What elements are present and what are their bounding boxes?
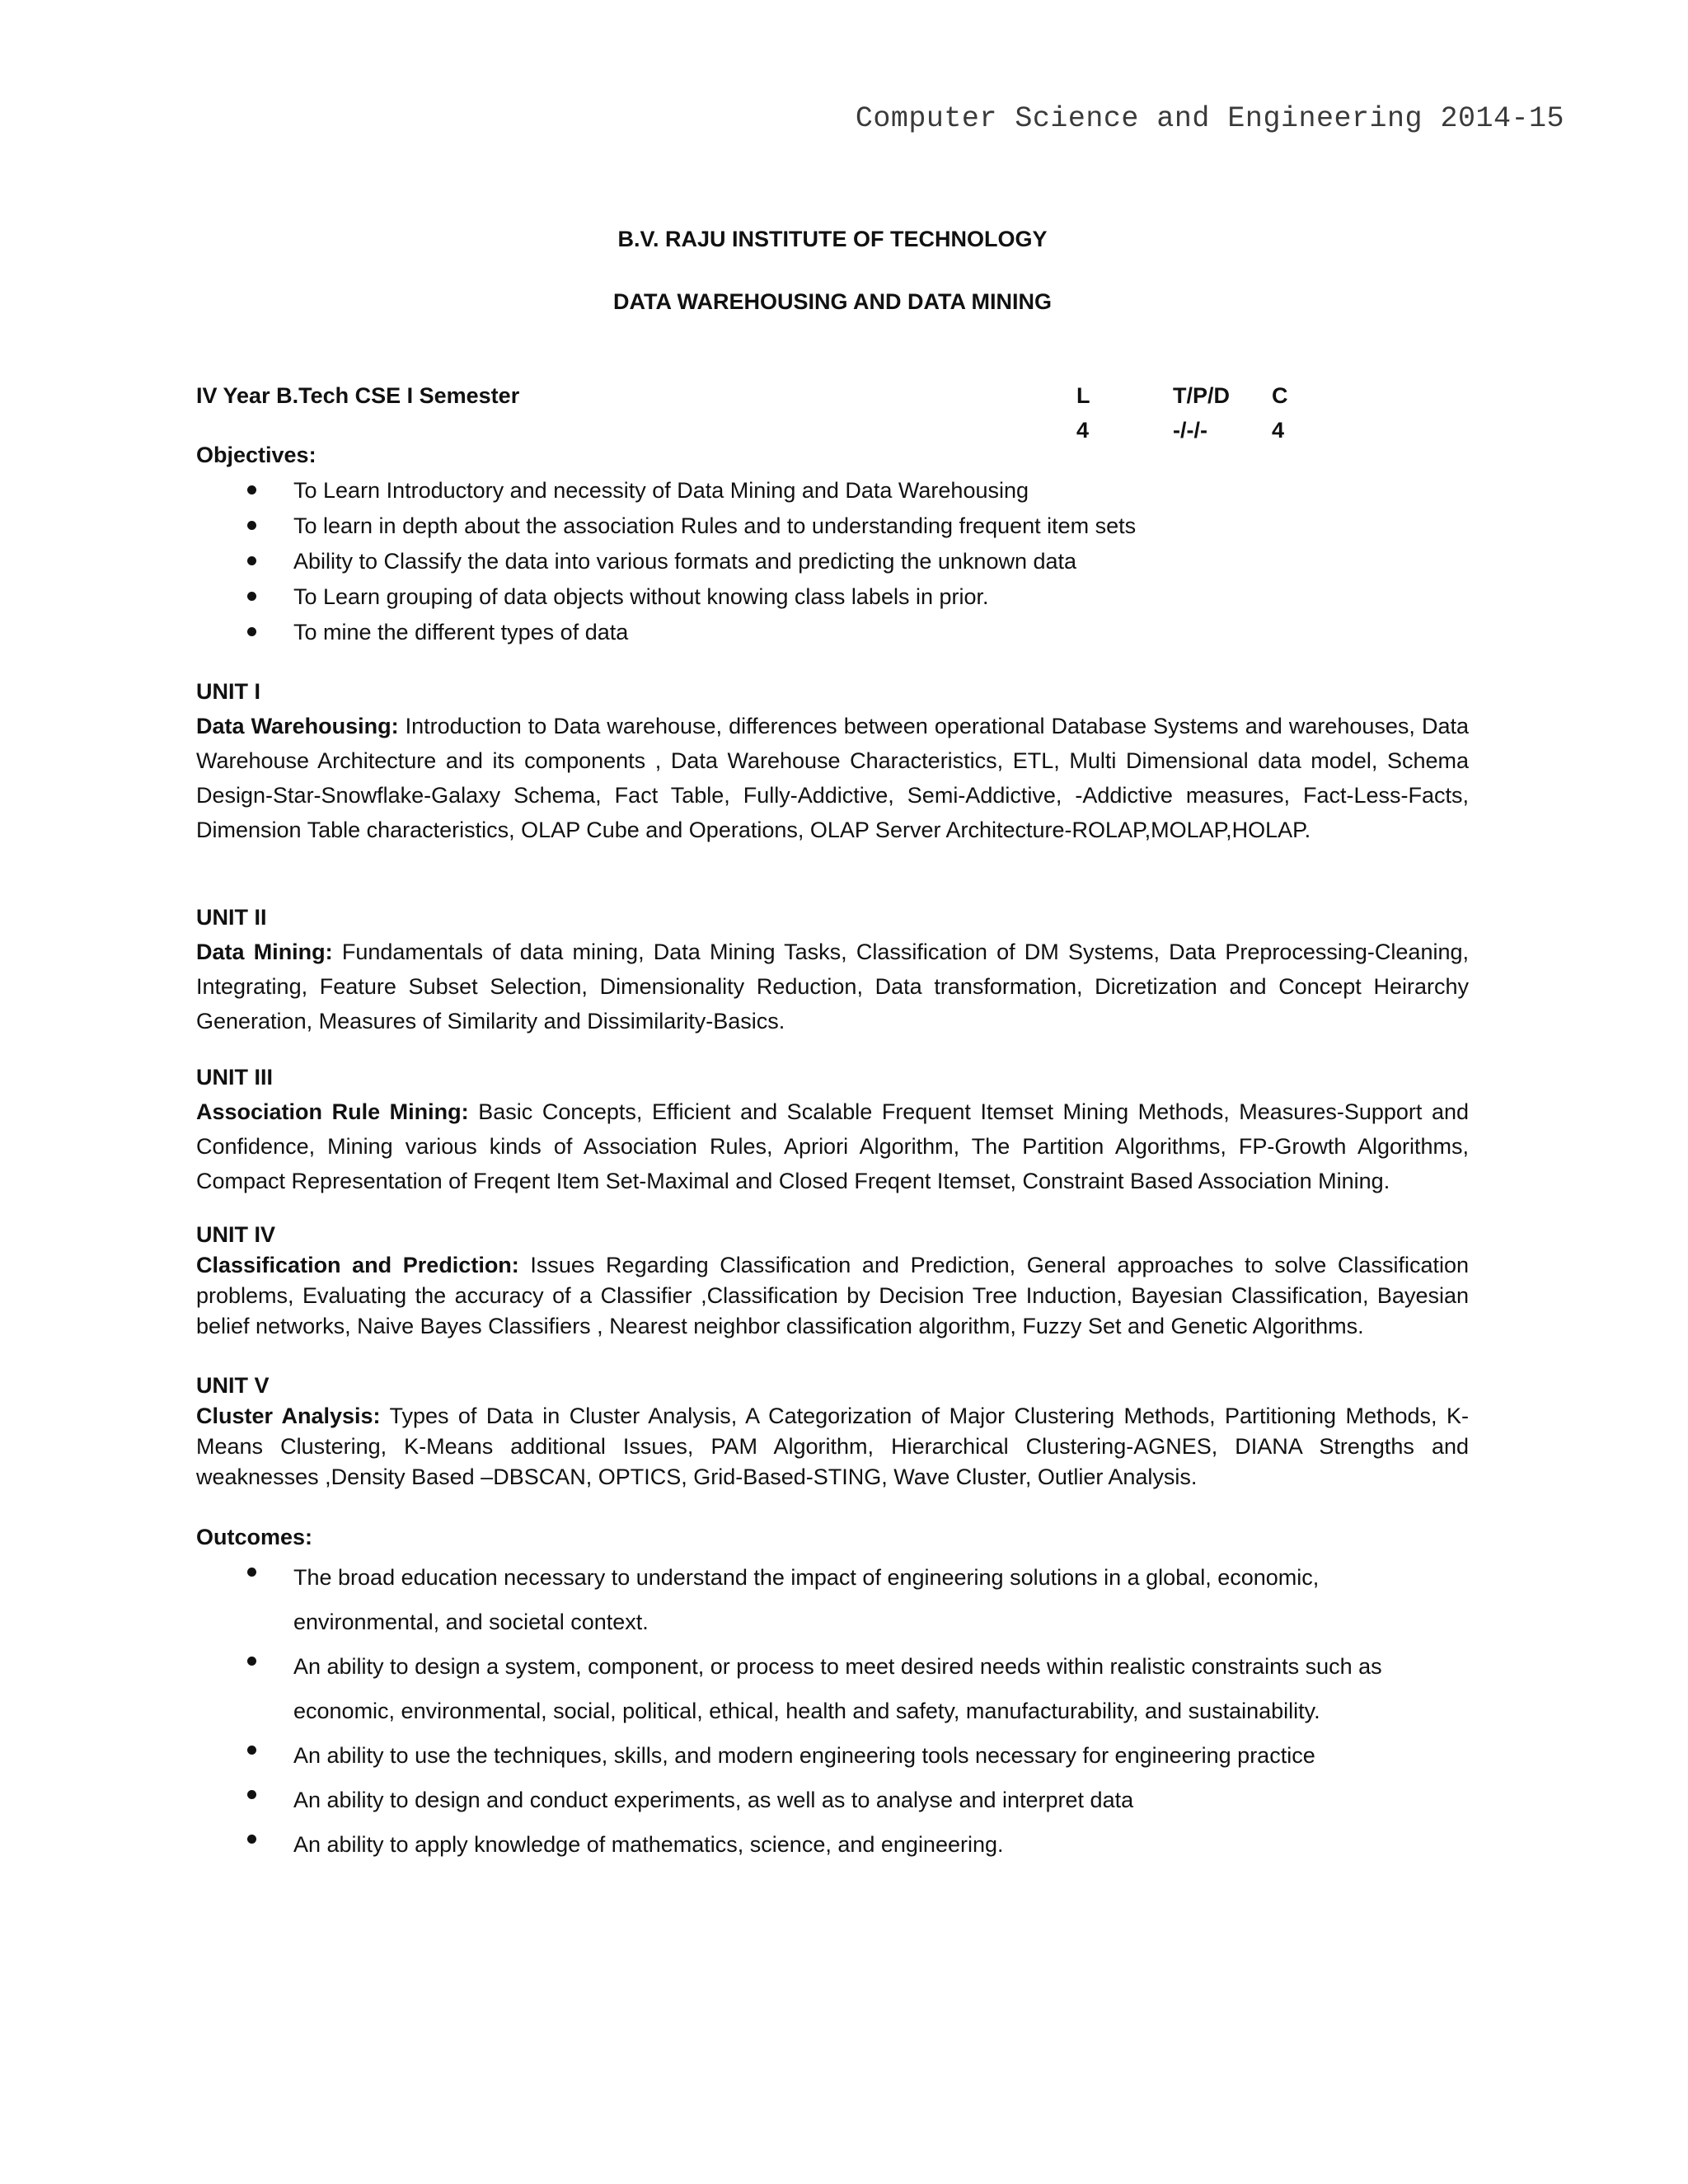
unit-section-3 [196,1060,1469,1198]
unit-section-4 [196,1220,1469,1342]
unit-section-1 [196,674,1469,847]
bullet-icon [247,485,256,494]
unit-text: Types of Data in Cluster Analysis, A Categorization of Major Clustering Methods, Partitioning Methods, K-Means Clustering, K-Means additional Issues, PAM Algorithm, Hierarchical Clustering-AGNES, DIANA Strengths and weaknesses ,Density Based –DBSCAN, OPTICS, Grid-Based-STING, Wave Cluster, Outlier Analysis. [196,1404,1469,1489]
course-title: DATA WAREHOUSING AND DATA MINING [613,289,1052,314]
list-item [196,473,1469,509]
unit-section-2 [196,900,1469,1038]
objectives-list [196,473,1469,650]
unit-label: UNIT V [196,1373,270,1398]
outcome-text: An ability to design and conduct experiments, as well as to analyse and interpret data [293,1787,1134,1812]
column-header: C [1272,383,1288,408]
unit-topic: Association Rule Mining: [196,1099,469,1124]
list-item [196,544,1469,579]
unit-label: UNIT I [196,679,260,704]
column-value: 4 [1272,417,1285,443]
unit-section-5 [196,1371,1469,1493]
list-item [196,579,1469,615]
list-item [196,1733,1469,1778]
unit-description [196,1094,1469,1198]
unit-description [196,935,1469,1038]
list-item [196,1555,1469,1644]
unit-topic: Data Warehousing: [196,714,399,738]
unit-text: Fundamentals of data mining, Data Mining Tasks, Classification of DM Systems, Data Preprocessing-Cleaning, Integrating, Feature Subset Selection, Dimensionality Reduction, Data transformation, Dicretization and Concept Heirarchy Generation, Measures of Similarity and Dissimilarity-Basics. [196,940,1469,1033]
unit-topic: Classification and Prediction: [196,1253,519,1277]
unit-text: Issues Regarding Classification and Prediction, General approaches to solve Classification problems, Evaluating the accuracy of a Classifier ,Classification by Decision Tree Induction, Bayesian Classification, Bayesian belief networks, Naive Bayes Classifiers , Nearest neighbor classification algorithm, Fuzzy Set and Genetic Algorithms. [196,1253,1469,1338]
objective-text: To Learn grouping of data objects without knowing class labels in prior. [293,583,989,609]
list-item [196,1822,1469,1867]
list-item [196,615,1469,650]
unit-label: UNIT III [196,1065,273,1090]
outcomes-heading: Outcomes: [196,1525,313,1549]
page-header-department: Computer Science and Engineering 2014-15 [855,102,1564,135]
bullet-icon [247,1835,256,1844]
outcome-text: An ability to use the techniques, skills, and modern engineering tools necessary for engineering practice [293,1742,1315,1768]
outcomes-list [196,1555,1469,1867]
column-header: T/P/D [1173,383,1231,408]
unit-text: Introduction to Data warehouse, differences between operational Database Systems and warehouses, Data Warehouse Architecture and its components , Data Warehouse Characteristics, ETL, Multi Dimensional data model, Schema Design-Star-Snowflake-Galaxy Schema, Fact Table, Fully-Addictive, Semi-Addictive, -Addictive measures, Fact-Less-Facts, Dimension Table characteristics, OLAP Cube and Operations, OLAP Server Architecture-ROLAP,MOLAP,HOLAP. [196,714,1469,842]
objective-text: To mine the different types of data [293,619,629,644]
unit-description [196,1401,1469,1493]
column-value: -/-/- [1173,417,1207,443]
column-value: 4 [1076,417,1090,443]
column-header: L [1076,383,1090,408]
bullet-icon [247,592,256,601]
list-item [196,1778,1469,1822]
outcome-text: The broad education necessary to understand the impact of engineering solutions in a global, economic, environmental, and societal context. [293,1564,1320,1634]
bullet-icon [247,627,256,636]
unit-description [196,1250,1469,1342]
bullet-icon [247,1657,256,1666]
objectives-heading: Objectives: [196,443,316,467]
unit-text: Basic Concepts, Efficient and Scalable Frequent Itemset Mining Methods, Measures-Support and Confidence, Mining various kinds of Association Rules, Apriori Algorithm, The Partition Algorithms, FP-Growth Algorithms, Compact Representation of Freqent Item Set-Maximal and Closed Freqent Itemset, Constraint Based Association Mining. [196,1099,1470,1193]
list-item [196,509,1469,544]
institute-title: B.V. RAJU INSTITUTE OF TECHNOLOGY [617,227,1048,251]
outcomes-section [196,1521,1469,1867]
outcome-text: An ability to design a system, component, or process to meet desired needs within realistic constraints such as economic, environmental, social, political, ethical, health and safety, manufacturability, and sustainability. [293,1653,1382,1723]
bullet-icon [247,521,256,530]
bullet-icon [247,1568,256,1577]
objectives-section [196,438,1469,650]
objective-text: To learn in depth about the association Rules and to understanding frequent item sets [293,513,1137,538]
bullet-icon [247,556,256,565]
unit-label: UNIT IV [196,1222,276,1247]
bullet-icon [247,1746,256,1755]
unit-description [196,709,1469,847]
outcome-text: An ability to apply knowledge of mathematics, science, and engineering. [293,1831,1004,1857]
bullet-icon [247,1790,256,1799]
unit-label: UNIT II [196,905,267,930]
semester-label: IV Year B.Tech CSE I Semester [196,383,520,408]
unit-topic: Cluster Analysis: [196,1404,381,1428]
objective-text: To Learn Introductory and necessity of Data Mining and Data Warehousing [293,477,1029,503]
unit-topic: Data Mining: [196,940,333,964]
objective-text: Ability to Classify the data into various formats and predicting the unknown data [293,548,1077,574]
list-item [196,1644,1469,1733]
